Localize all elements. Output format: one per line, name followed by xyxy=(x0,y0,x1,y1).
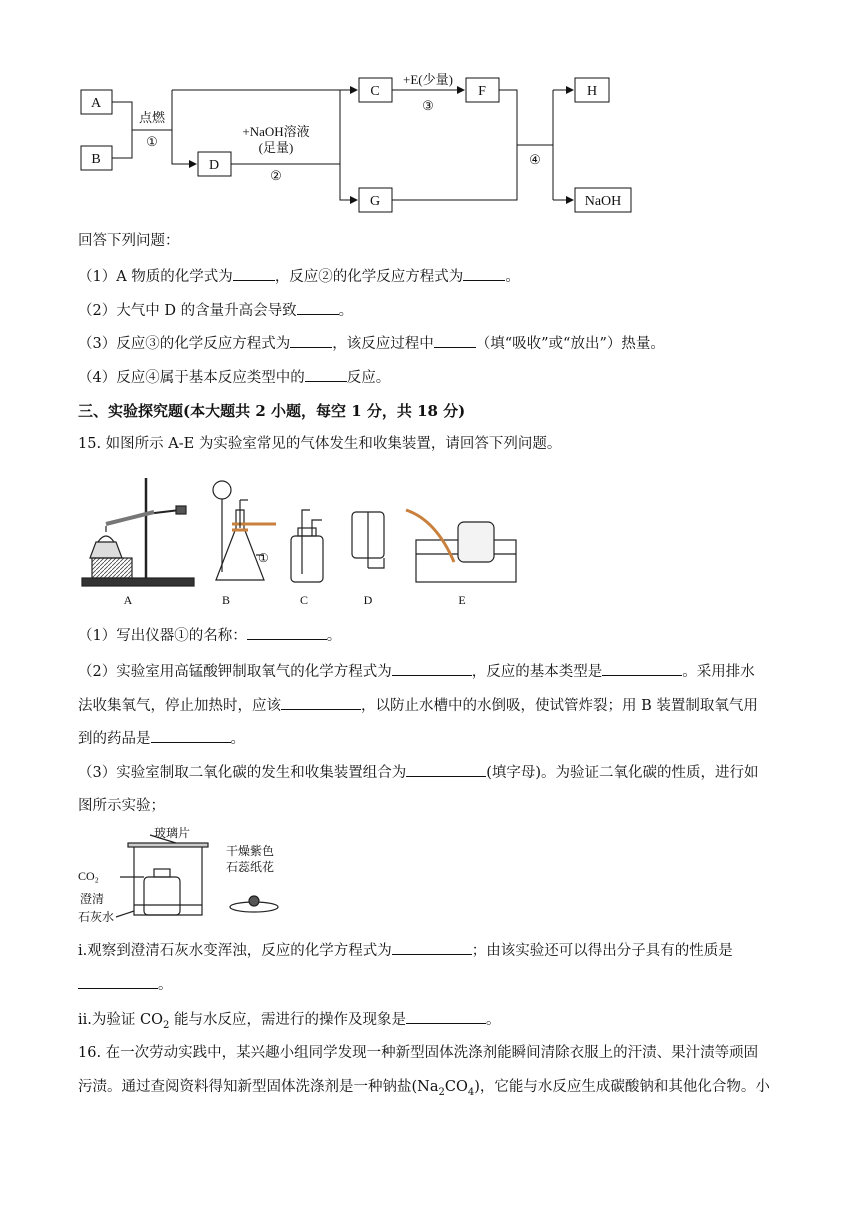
answer-blank[interactable] xyxy=(463,266,505,281)
answer-blank[interactable] xyxy=(406,762,486,777)
node-a: A xyxy=(90,96,102,111)
q14-part4: （4）反应④属于基本反应类型中的 反应。 xyxy=(78,367,390,388)
answer-blank[interactable] xyxy=(247,625,327,640)
label-litmus-1: 干燥紫色 xyxy=(226,844,275,858)
apparatus-label-a: A xyxy=(123,593,133,607)
reaction-flowchart xyxy=(70,70,650,220)
q15-part3-line1: （3）实验室制取二氧化碳的发生和收集装置组合为 (填字母)。为验证二氧化碳的性质，进行如 xyxy=(78,762,759,783)
label-step2: ② xyxy=(270,168,282,183)
section-3-title: 三、实验探究题(本大题共 2 小题，每空 1 分，共 18 分) xyxy=(78,402,466,420)
label-step1: ① xyxy=(146,134,158,149)
node-c: C xyxy=(370,84,380,99)
label-ignite: 点燃 xyxy=(138,110,166,125)
node-naoh: NaOH xyxy=(584,194,622,209)
node-f: F xyxy=(478,84,486,99)
apparatus-label-d: D xyxy=(363,593,373,607)
apparatus-label-b: B xyxy=(221,593,231,607)
q15-sub-i-line1: ⅰ.观察到澄清石灰水变浑浊，反应的化学方程式为 ；由该实验还可以得出分子具有的性质是 xyxy=(78,940,733,961)
q15-sub-ii: ⅱ.为验证 $CO_2$ 能与水反应，需进行的操作及现象是 。 xyxy=(78,1009,500,1036)
q15-part2-line3: 到的药品是 。 xyxy=(78,728,245,749)
apparatus-label-e: E xyxy=(458,593,466,607)
label-litmus-2: 石蕊纸花 xyxy=(226,860,275,874)
co2-experiment-figure xyxy=(76,825,336,930)
apparatus-figure xyxy=(76,470,536,615)
label-e-reagent: +E(少量) xyxy=(403,72,453,87)
q14-prompt: 回答下列问题： xyxy=(78,233,180,249)
answer-blank[interactable] xyxy=(151,728,231,743)
answer-blank[interactable] xyxy=(602,661,682,676)
q14-part2: （2）大气中 D 的含量升高会导致 。 xyxy=(78,300,353,321)
answer-blank[interactable] xyxy=(281,695,361,710)
label-step4: ④ xyxy=(529,152,541,167)
q15-part3-line2: 图所示实验； xyxy=(78,798,165,814)
answer-blank[interactable] xyxy=(305,367,347,382)
part-marker-1: ① xyxy=(258,551,269,565)
answer-blank[interactable] xyxy=(78,974,158,989)
answer-blank[interactable] xyxy=(233,266,275,281)
label-naoh-reagent: +NaOH溶液 xyxy=(242,124,310,139)
label-co2: CO₂ xyxy=(78,869,99,883)
answer-blank[interactable] xyxy=(290,333,332,348)
answer-blank[interactable] xyxy=(392,661,472,676)
answer-blank[interactable] xyxy=(297,300,339,315)
q16-line1: 16. 在一次劳动实践中，某兴趣小组同学发现一种新型固体洗涤剂能瞬间清除衣服上的汗渍、果汁渍等顽固 xyxy=(78,1045,759,1061)
q15-sub-i-line2: 。 xyxy=(78,974,173,995)
node-h: H xyxy=(586,84,598,99)
apparatus-label-c: C xyxy=(299,593,309,607)
label-step3: ③ xyxy=(422,98,434,113)
label-glass-plate: 玻璃片 xyxy=(154,826,191,840)
q15-part2-line1: （2）实验室用高锰酸钾制取氧气的化学方程式为 ，反应的基本类型是 。采用排水 xyxy=(78,661,755,682)
q16-line2: 污渍。通过查阅资料得知新型固体洗涤剂是一种钠盐$(Na_2CO_4)$，它能与水反应生成碳酸钠和其他化合物。小 xyxy=(78,1079,770,1098)
node-g: G xyxy=(369,194,381,209)
node-d: D xyxy=(208,158,220,173)
node-b: B xyxy=(91,152,101,167)
label-limewater-1: 澄清 xyxy=(80,892,105,906)
answer-blank[interactable] xyxy=(406,1009,486,1024)
q14-part3: （3）反应③的化学反应方程式为 ，该反应过程中 （填“吸收”或“放出”）热量。 xyxy=(78,333,665,354)
q14-part1: （1）A 物质的化学式为 ，反应②的化学反应方程式为 。 xyxy=(78,266,520,287)
answer-blank[interactable] xyxy=(392,940,472,955)
answer-blank[interactable] xyxy=(434,333,476,348)
q15-part1: （1）写出仪器①的名称： 。 xyxy=(78,625,341,646)
q15-intro: 15. 如图所示 A-E 为实验室常见的气体发生和收集装置，请回答下列问题。 xyxy=(78,436,562,452)
label-limewater-2: 石灰水 xyxy=(78,910,115,924)
q15-part2-line2: 法收集氧气，停止加热时，应该 ，以防止水槽中的水倒吸，使试管炸裂；用 B 装置制取氧气用 xyxy=(78,695,758,716)
label-naoh-qty: (足量) xyxy=(258,140,294,155)
